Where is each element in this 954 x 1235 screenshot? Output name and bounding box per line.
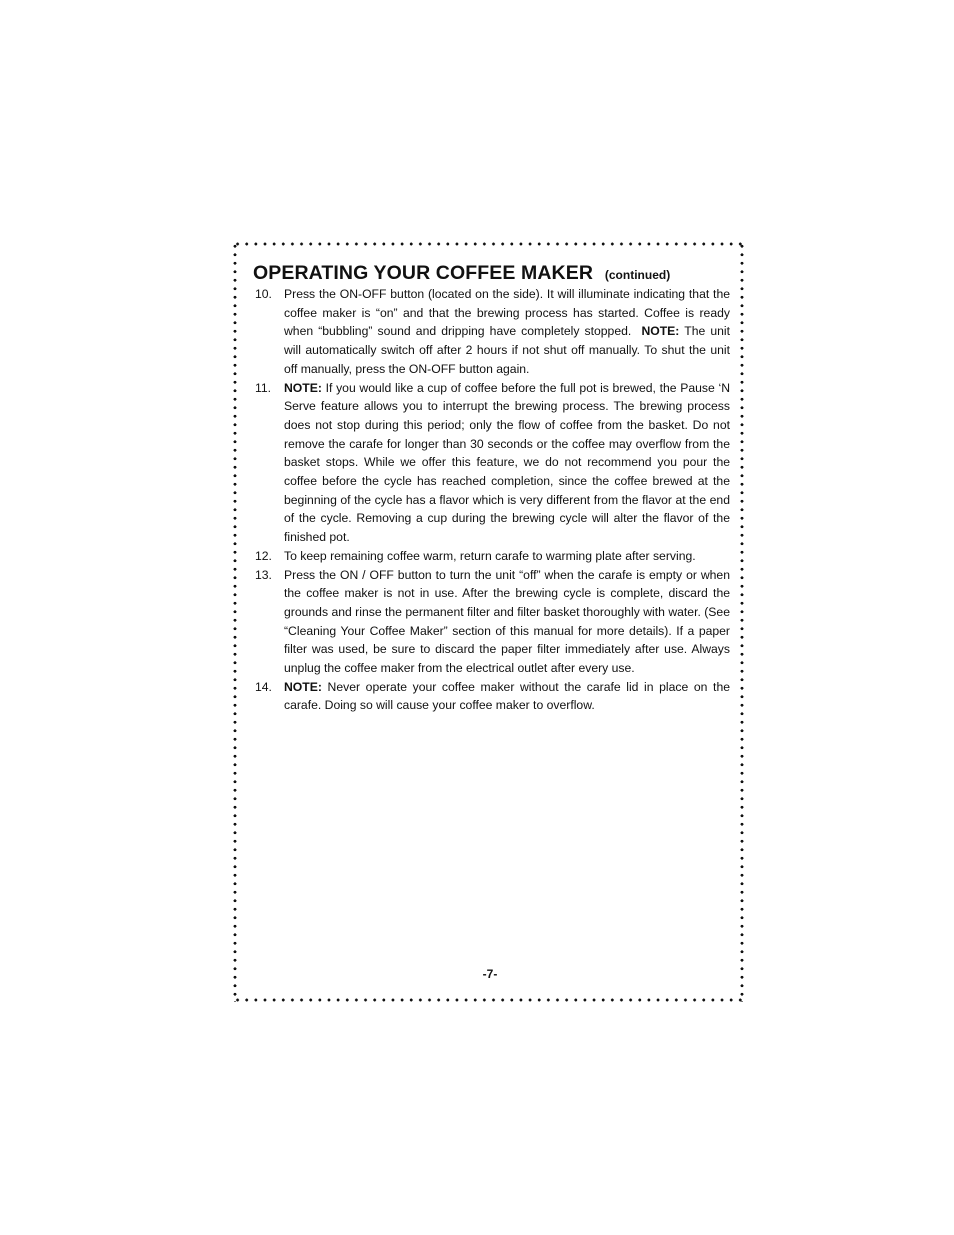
step-body [284, 547, 730, 566]
instruction-step-11 [255, 379, 730, 547]
dotted-border-right [740, 242, 744, 1002]
step-number: 14. [255, 679, 272, 694]
section-heading [253, 250, 670, 287]
step-text: If you would like a cup of coffee before the full pot is brewed, the Pause ‘N Serve feature allows you to interrupt the brewing process. The brewing process does not stop during this period; only the flow of coffee from the basket. Do not remove the carafe for longer than 30 seconds or the coffee may overflow from the basket stops. While we offer this feature, we do not recommend you pour the coffee before the cycle has reached completion, since the coffee brewed at the beginning of the cycle has a flavor which is very different from the flavor at the end of the cycle. Removing a cup during the brewing cycle will alter the flavor of the finished pot. [284, 380, 730, 545]
step-text: To keep remaining coffee warm, return carafe to warming plate after serving. [284, 548, 696, 563]
step-number: 10. [255, 287, 272, 301]
step-text: Press the ON-OFF button (located on the side). It will illuminate indicating that the coffee maker is “on” and that the brewing process has started. Coffee is ready when “bubbling” sound and dripping have completely stopped. [284, 287, 730, 339]
step-text: Never operate your coffee maker without the carafe lid in place on the carafe. Doing so will cause your coffee maker to overflow. [284, 679, 731, 713]
step-body [284, 566, 730, 678]
page-number: -7- [482, 967, 498, 981]
step-text: Press the ON / OFF button to turn the unit “off” when the carafe is empty or when the coffee maker is not in use. After the brewing cycle is complete, discard the grounds and rinse the permanent filter and filter basket thoroughly with water. (See “Cleaning Your Coffee Maker” section of this manual for more details). If a paper filter was used, be sure to discard the paper filter immediately after use. Always unplug the coffee maker from the electrical outlet after every use. [284, 567, 730, 676]
instruction-step-14 [255, 678, 730, 715]
section-title: OPERATING YOUR COFFEE MAKER [253, 262, 593, 284]
instruction-list [255, 285, 730, 715]
instruction-step-12 [255, 547, 730, 566]
instruction-step-13 [255, 566, 730, 678]
dotted-border-top [233, 242, 745, 246]
section-subtitle: (continued) [604, 268, 671, 282]
dotted-border-left [233, 242, 237, 1002]
instruction-step-10 [255, 285, 730, 379]
dotted-border-bottom [233, 998, 745, 1002]
step-body [284, 678, 730, 715]
step-body [284, 285, 730, 379]
step-text-continued: The unit will automatically switch off after 2 hours if not shut off manually. To shut the unit off manually, press the ON-OFF button again. [284, 324, 730, 376]
note-label: NOTE: [641, 324, 680, 339]
step-number: 13. [255, 567, 272, 582]
note-label: NOTE: [284, 380, 322, 395]
note-label: NOTE: [284, 679, 322, 694]
step-number: 11. [255, 380, 272, 395]
step-body [284, 379, 730, 547]
step-number: 12. [255, 548, 272, 563]
